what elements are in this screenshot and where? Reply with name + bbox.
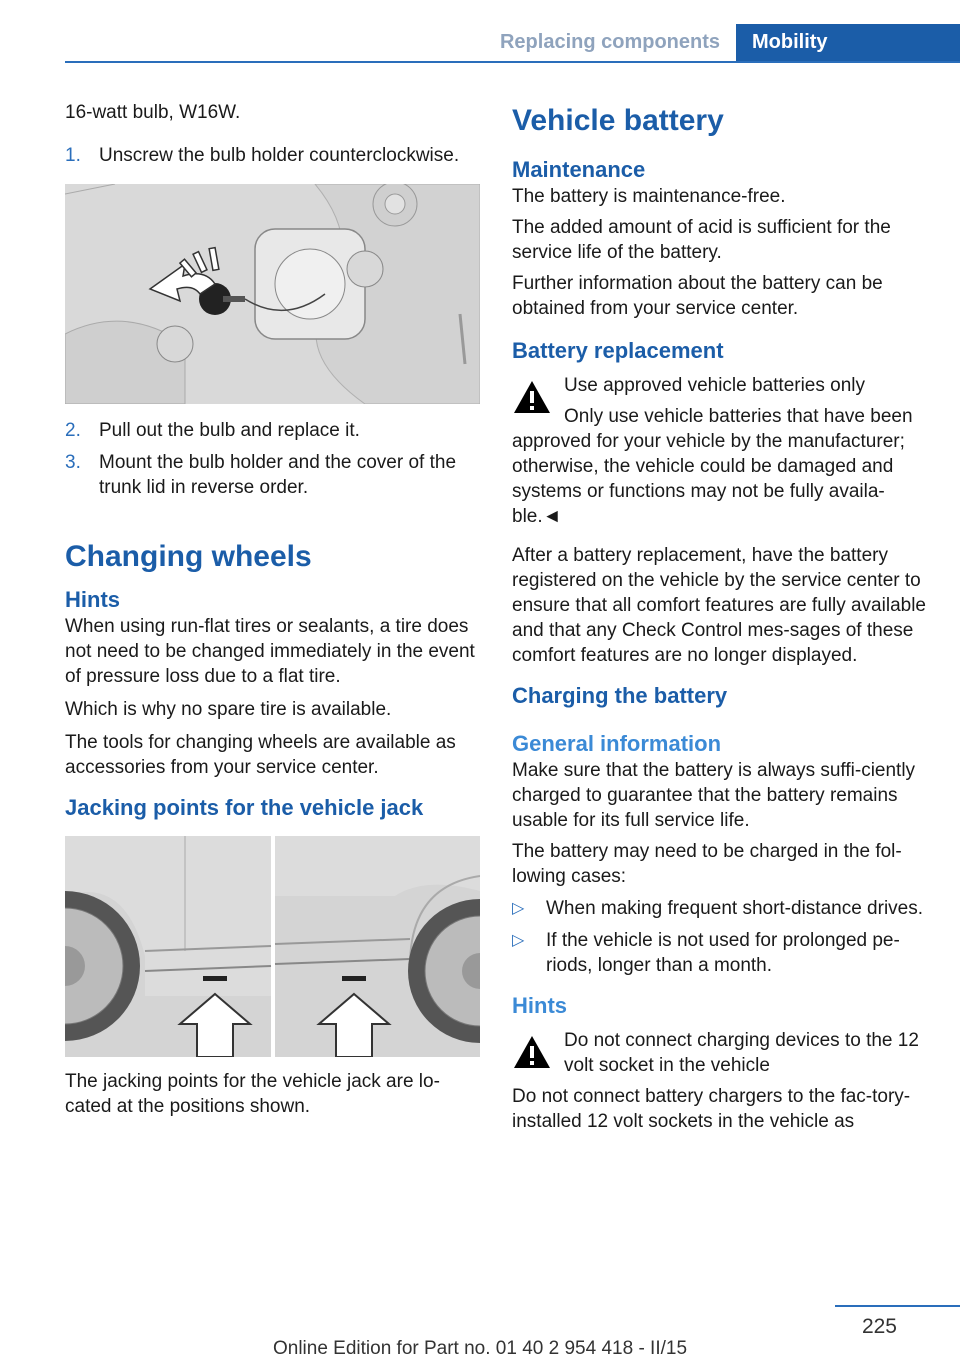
page-number: 225: [861, 1315, 897, 1338]
heading-battery-replacement: Battery replacement: [512, 338, 724, 363]
hints-paragraph-1: When using run-flat tires or sealants, a tire does not need to be changed immediately in the event of pressure loss due to a flat tire.: [65, 616, 475, 687]
step-1: [65, 143, 480, 168]
hints-paragraph-2: Which is why no spare tire is available.: [65, 699, 392, 720]
page-header: [0, 24, 960, 62]
heading-charging-battery: Charging the battery: [512, 683, 728, 708]
header-rule: [65, 61, 960, 63]
warning-text: approved for your vehicle by the manufacturer; otherwise, the vehicle could be damaged and systems or functions may not be fully availa‐ble.◄: [512, 431, 905, 527]
bullet-arrow-icon: ▷: [512, 932, 525, 949]
heading-jacking-points: Jacking points for the vehicle jack: [65, 795, 424, 820]
jacking-points-paragraph: The jacking points for the vehicle jack are lo‐cated at the positions shown.: [65, 1071, 440, 1117]
warning-title: Do not connect charging devices to the 12 volt socket in the vehicle: [564, 1030, 919, 1076]
warning-triangle-icon: [512, 1032, 552, 1072]
maintenance-paragraph-2: The added amount of acid is sufficient for the service life of the battery.: [512, 217, 891, 263]
heading-changing-wheels: Changing wheels: [65, 540, 312, 573]
maintenance-paragraph-1: The battery is maintenance-free.: [512, 186, 786, 207]
warning-approved-batteries: [512, 373, 932, 529]
warning-triangle-icon: [512, 377, 552, 417]
step-text: Pull out the bulb and replace it.: [99, 420, 360, 441]
step-2: [65, 418, 480, 443]
step-number: 1.: [65, 145, 81, 166]
warning-text: Do not connect battery chargers to the fac‐tory-installed 12 volt sockets in the vehicle as: [512, 1086, 911, 1132]
heading-maintenance: Maintenance: [512, 157, 646, 182]
heading-general-information: General information: [512, 731, 722, 756]
hints-paragraph-3: The tools for changing wheels are available as accessories from your service center.: [65, 732, 456, 778]
right-column: [512, 100, 932, 1134]
bullet-item-2: [512, 928, 932, 978]
intro-text: 16-watt bulb, W16W.: [65, 102, 241, 123]
warning-text-first-line: Only use vehicle batteries that have been: [564, 406, 913, 427]
heading-vehicle-battery: Vehicle battery: [512, 104, 724, 137]
bullet-text: When making frequent short-distance drives.: [546, 898, 924, 919]
general-paragraph-2: The battery may need to be charged in the fol‐lowing cases:: [512, 841, 902, 887]
step-text: Unscrew the bulb holder counterclockwise.: [99, 145, 460, 166]
warning-12-volt-socket: [512, 1028, 932, 1078]
left-column: [65, 100, 480, 1119]
jacking-points-figure: [65, 836, 480, 1057]
bulb-holder-illustration: [65, 184, 480, 404]
step-3: [65, 450, 480, 500]
bullet-item-1: [512, 896, 932, 921]
step-text: Mount the bulb holder and the cover of the trunk lid in reverse order.: [99, 452, 457, 498]
replacement-paragraph: After a battery replacement, have the battery registered on the vehicle by the service center to ensure that all comfort features are fully available and that any Check Control mes‐sages of these comfort features are no longer displayed.: [512, 545, 926, 666]
bullet-text: If the vehicle is not used for prolonged pe‐riods, longer than a month.: [546, 930, 900, 976]
maintenance-paragraph-3: Further information about the battery can be obtained from your service center.: [512, 273, 883, 319]
jacking-points-illustration: [65, 836, 480, 1057]
bulb-holder-figure: [65, 184, 480, 404]
footer-rule: [835, 1305, 960, 1307]
general-paragraph-1: Make sure that the battery is always suffi‐ciently charged to guarantee that the battery remains usable for its full service life.: [512, 760, 916, 831]
bullet-arrow-icon: ▷: [512, 900, 525, 917]
step-number: 3.: [65, 452, 81, 473]
section-title: Replacing components: [499, 31, 721, 53]
heading-hints: Hints: [65, 587, 120, 612]
step-number: 2.: [65, 420, 81, 441]
edition-info: Online Edition for Part no. 01 40 2 954 418 - II/15: [272, 1338, 688, 1359]
chapter-tab: Mobility: [736, 24, 960, 63]
warning-title: Use approved vehicle batteries only: [564, 375, 866, 396]
heading-hints-charging: Hints: [512, 993, 567, 1018]
